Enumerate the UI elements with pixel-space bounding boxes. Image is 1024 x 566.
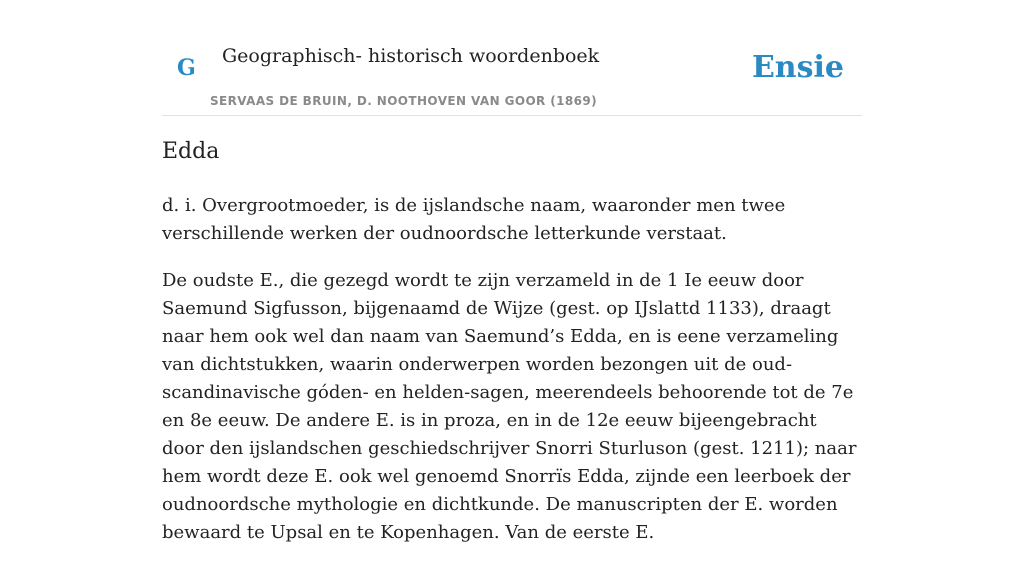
entry-paragraph: De oudste E., die gezegd wordt te zijn verzameld in de 1 Ie eeuw door Saemund Sigfusson, bijgenaamd de Wijze (gest. op IJslattd 1133), draagt naar hem ook wel dan naam van Saemund’s Edda, en is eene verzameling van dichtstukken, waarin onderwerpen worden bezongen uit de oud-scandinavische góden- en helden-sagen, meerendeels behoorende tot de 7e en 8e eeuw. De andere E. is in proza, en in de 12e eeuw bijeengebracht door den ijslandschen geschiedschrijver Snorri Sturluson (gest. 1211); naar hem wordt deze E. ook wel genoemd Snorrïs Edda, zijnde een leerboek der oudnoordsche mythologie en dichtkunde. De manuscripten der E. worden bewaard te Upsal en te Kopenhagen. Van de eerste E. [162, 270, 857, 543]
brand-logo[interactable]: Ensie [751, 50, 844, 85]
page-container [162, 0, 862, 543]
book-title[interactable]: Geographisch- historisch woordenboek [222, 45, 600, 67]
page-header [162, 0, 862, 116]
entry-title: Edda [162, 139, 220, 164]
dictionary-letter-link[interactable]: G [177, 55, 196, 81]
entry-paragraph: d. i. Overgrootmoeder, is de ijslandsche naam, waaronder men twee verschillende werken der oudnoordsche letterkunde verstaat. [162, 195, 786, 244]
entry-body [162, 192, 862, 566]
book-author: SERVAAS DE BRUIN, D. NOOTHOVEN VAN GOOR (1869) [210, 94, 598, 108]
